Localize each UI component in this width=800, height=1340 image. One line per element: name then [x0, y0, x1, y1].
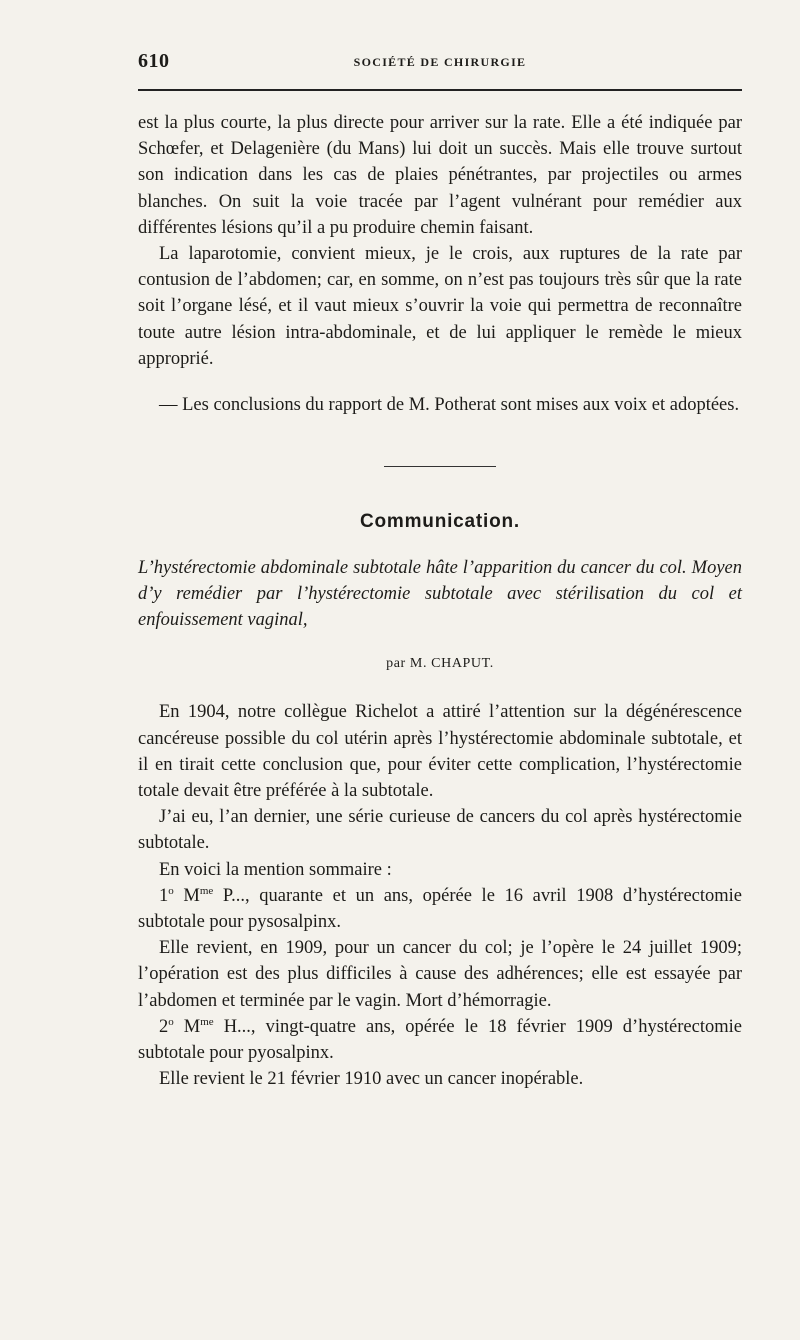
section-divider [384, 466, 496, 467]
case-2-follow-up: Elle revient le 21 février 1910 avec un cancer inopérable. [159, 1069, 584, 1090]
running-title: SOCIÉTÉ DE CHIRURGIE [353, 55, 527, 69]
page-number: 610 [138, 50, 170, 72]
page-header [138, 50, 742, 74]
conclusion-note: — Les conclusions du rapport de M. Potherat sont mises aux voix et adoptées. [159, 395, 740, 416]
case-2-title-prefix: M [173, 1016, 201, 1037]
case-2-title-suffix: me [200, 1015, 214, 1028]
case-2 [138, 1014, 742, 1066]
case-1-title-suffix: me [199, 884, 214, 897]
case-1-follow-up: Elle revient, en 1909, pour un cancer du col; je l’opère le 24 juillet 1909; l’opération est des plus difficiles à cause des adhérences; elle est essayée par l’abdomen et terminée par le vagin. Mort d’hémorragie. [138, 938, 742, 1011]
paragraph-laparotomy: La laparotomie, convient mieux, je le crois, aux ruptures de la rate par contusion de l’abdomen; car, en somme, on n’est pas toujours très sûr que la rate soit l’organe lésé, et il vaut mieux s’ouvrir la voie qui permettra de reconnaître toute autre lésion intra-abdominale, et de lui appliquer le remède le mieux approprié. [138, 244, 742, 369]
communication-title: L’hystérectomie abdominale subtotale hâte l’apparition du cancer du col. Moyen d’y remédier par l’hystérectomie subtotale avec stérilisation du col et enfouissement vaginal, [138, 558, 742, 631]
page-content [138, 110, 742, 1092]
case-1-ordinal: o [168, 884, 174, 897]
paragraph-series: J’ai eu, l’an dernier, une série curieuse de cancers du col après hystérectomie subtotale. [138, 807, 742, 854]
case-2-text: H..., vingt-quatre ans, opérée le 18 février 1909 d’hystérectomie subtotale pour pyosalpinx. [138, 1016, 742, 1064]
author-line: par M. CHAPUT. [386, 656, 494, 672]
case-1-number: 1 [159, 885, 169, 906]
case-1 [138, 883, 742, 935]
section-heading: Communication. [359, 511, 521, 533]
header-rule [138, 89, 742, 91]
case-2-ordinal: o [168, 1015, 174, 1028]
paragraph-richelot: En 1904, notre collègue Richelot a attiré l’attention sur la dégénérescence cancéreuse possible du col utérin après l’hystérectomie abdominale subtotale, et il en tirait cette conclusion que, pour éviter cette complication, l’hystérectomie totale devait être préférée à la subtotale. [138, 702, 742, 802]
paragraph-rate-approach: est la plus courte, la plus directe pour arriver sur la rate. Elle a été indiquée par Schœfer, et Delagenière (du Mans) lui doit un succès. Mais elle trouve surtout son indication dans les cas de plaies pénétrantes, par projectiles ou armes blanches. On suit la voie tracée par l’agent vulnérant pour remédier aux différentes lésions qu’il a pu produire chemin faisant. [138, 113, 742, 238]
paragraph-summary: En voici la mention sommaire : [159, 859, 392, 880]
case-1-text: P..., quarante et un ans, opérée le 16 avril 1908 d’hystérectomie subtotale pour pysosalpinx. [138, 885, 743, 933]
case-1-title-prefix: M [173, 885, 200, 906]
case-2-number: 2 [159, 1016, 169, 1037]
